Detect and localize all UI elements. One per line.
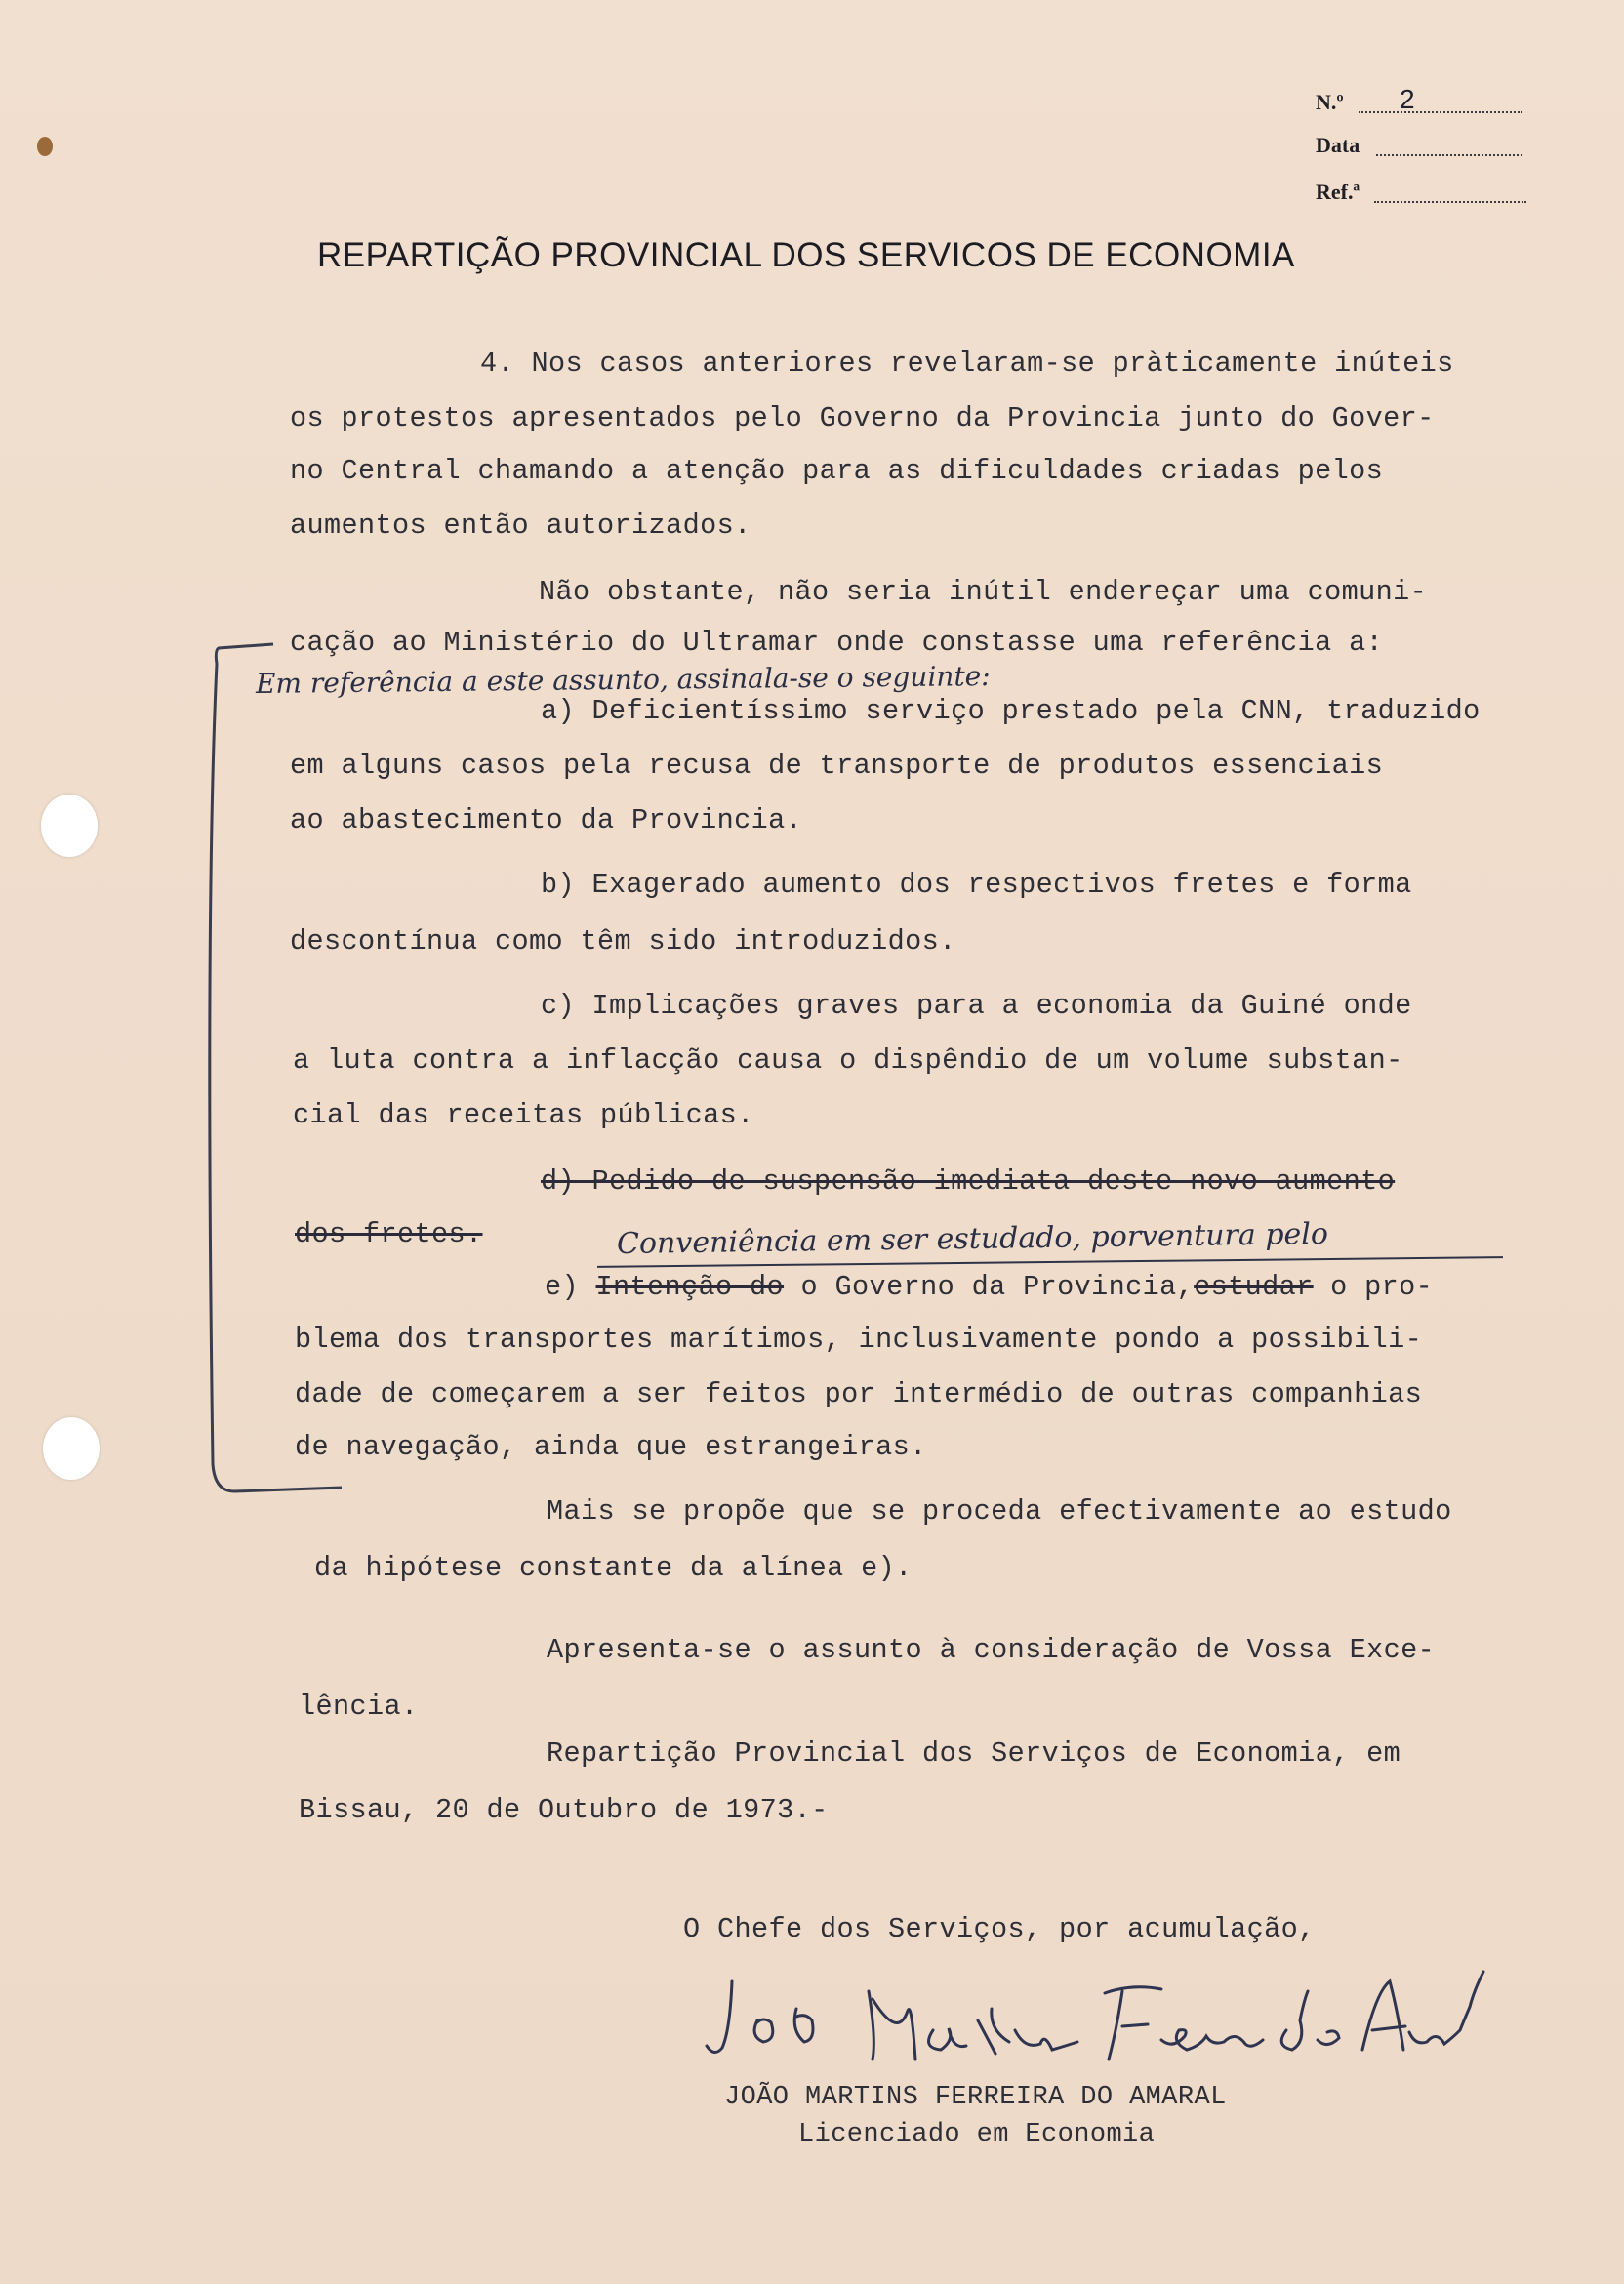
- item-c-line1: c) Implicações graves para a economia da Guiné onde: [541, 990, 1412, 1022]
- number-label: N.º: [1316, 90, 1344, 114]
- item-e-mid: o Governo da Provincia,: [784, 1271, 1195, 1303]
- handwritten-e: Conveniência em ser estudado, porventura pelo: [616, 1216, 1329, 1262]
- closing-line1: Repartição Provincial dos Serviços de Economia, em: [547, 1737, 1401, 1770]
- closing-line2: Bissau, 20 de Outubro de 1973.-: [299, 1794, 829, 1826]
- item-e-struck2: estudar: [1194, 1271, 1314, 1303]
- para-apresenta-line2: lência.: [299, 1691, 419, 1723]
- item-a-line1: a) Deficientíssimo serviço prestado pela CNN, traduzido: [541, 695, 1481, 727]
- item-b-line2: descontínua como têm sido introduzidos.: [290, 925, 956, 958]
- para4-line3: no Central chamando a atenção para as dificuldades criadas pelos: [290, 455, 1384, 487]
- para-mais-line1: Mais se propõe que se proceda efectivamente ao estudo: [547, 1495, 1452, 1528]
- handwritten-bracket: [176, 625, 351, 1503]
- item-a-line3: ao abastecimento da Provincia.: [290, 804, 803, 836]
- punch-hole-top: [41, 795, 98, 857]
- item-c-line2: a luta contra a inflacção causa o dispêndio de um volume substan-: [293, 1044, 1403, 1077]
- item-e-line1: [545, 1271, 1433, 1303]
- item-e-struck1: Intenção do: [595, 1271, 785, 1303]
- handwritten-insert: Em referência a este assunto, assinala-se o seguinte:: [255, 660, 991, 700]
- item-e-rest: o pro-: [1313, 1271, 1434, 1303]
- para-mais-line2: da hipótese constante da alínea e).: [314, 1552, 913, 1584]
- punch-hole-bottom: [43, 1417, 100, 1480]
- para4-line2: os protestos apresentados pelo Governo da Provincia junto do Gover-: [290, 402, 1435, 434]
- item-a-line2: em alguns casos pela recusa de transporte de produtos essenciais: [290, 750, 1384, 782]
- date-label: Data: [1316, 133, 1360, 157]
- para-nao-line1: Não obstante, não seria inútil endereçar uma comuni-: [539, 576, 1428, 608]
- item-b-line1: b) Exagerado aumento dos respectivos fretes e forma: [541, 869, 1412, 901]
- signatory-degree: Licenciado em Economia: [798, 2120, 1156, 2149]
- item-e-prefix: e): [545, 1271, 596, 1303]
- date-line: [1376, 154, 1522, 156]
- para-nao-line2: cação ao Ministério do Ultramar onde constasse uma referência a:: [290, 627, 1384, 659]
- para4-line4: aumentos então autorizados.: [290, 510, 751, 542]
- item-d-line1: d) Pedido de suspensão imediata deste novo aumento: [541, 1165, 1396, 1198]
- item-e-line2: blema dos transportes marítimos, inclusivamente pondo a possibili-: [295, 1324, 1423, 1356]
- item-e-line3: dade de começarem a ser feitos por intermédio de outras companhias: [295, 1378, 1423, 1410]
- signatory-name: JOÃO MARTINS FERREIRA DO AMARAL: [724, 2083, 1227, 2112]
- ref-line: [1374, 201, 1526, 203]
- number-line: [1359, 111, 1522, 113]
- para-apresenta-line1: Apresenta-se o assunto à consideração de Vossa Exce-: [547, 1634, 1436, 1666]
- page-title: REPARTIÇÃO PROVINCIAL DOS SERVICOS DE ECONOMIA: [317, 236, 1295, 274]
- number-value: 2: [1400, 84, 1415, 114]
- item-e-line4: de navegação, ainda que estrangeiras.: [295, 1431, 927, 1463]
- signature: [703, 1952, 1503, 2079]
- signatory-title: O Chefe dos Serviços, por acumulação,: [683, 1913, 1316, 1945]
- item-d-line2-text: dos fretes.: [295, 1218, 483, 1250]
- rust-stain: [37, 137, 53, 156]
- ref-label: Ref.ª: [1316, 180, 1360, 204]
- para4-line1: 4. Nos casos anteriores revelaram-se pràticamente inúteis: [480, 347, 1454, 380]
- item-c-line3: cial das receitas públicas.: [293, 1099, 754, 1131]
